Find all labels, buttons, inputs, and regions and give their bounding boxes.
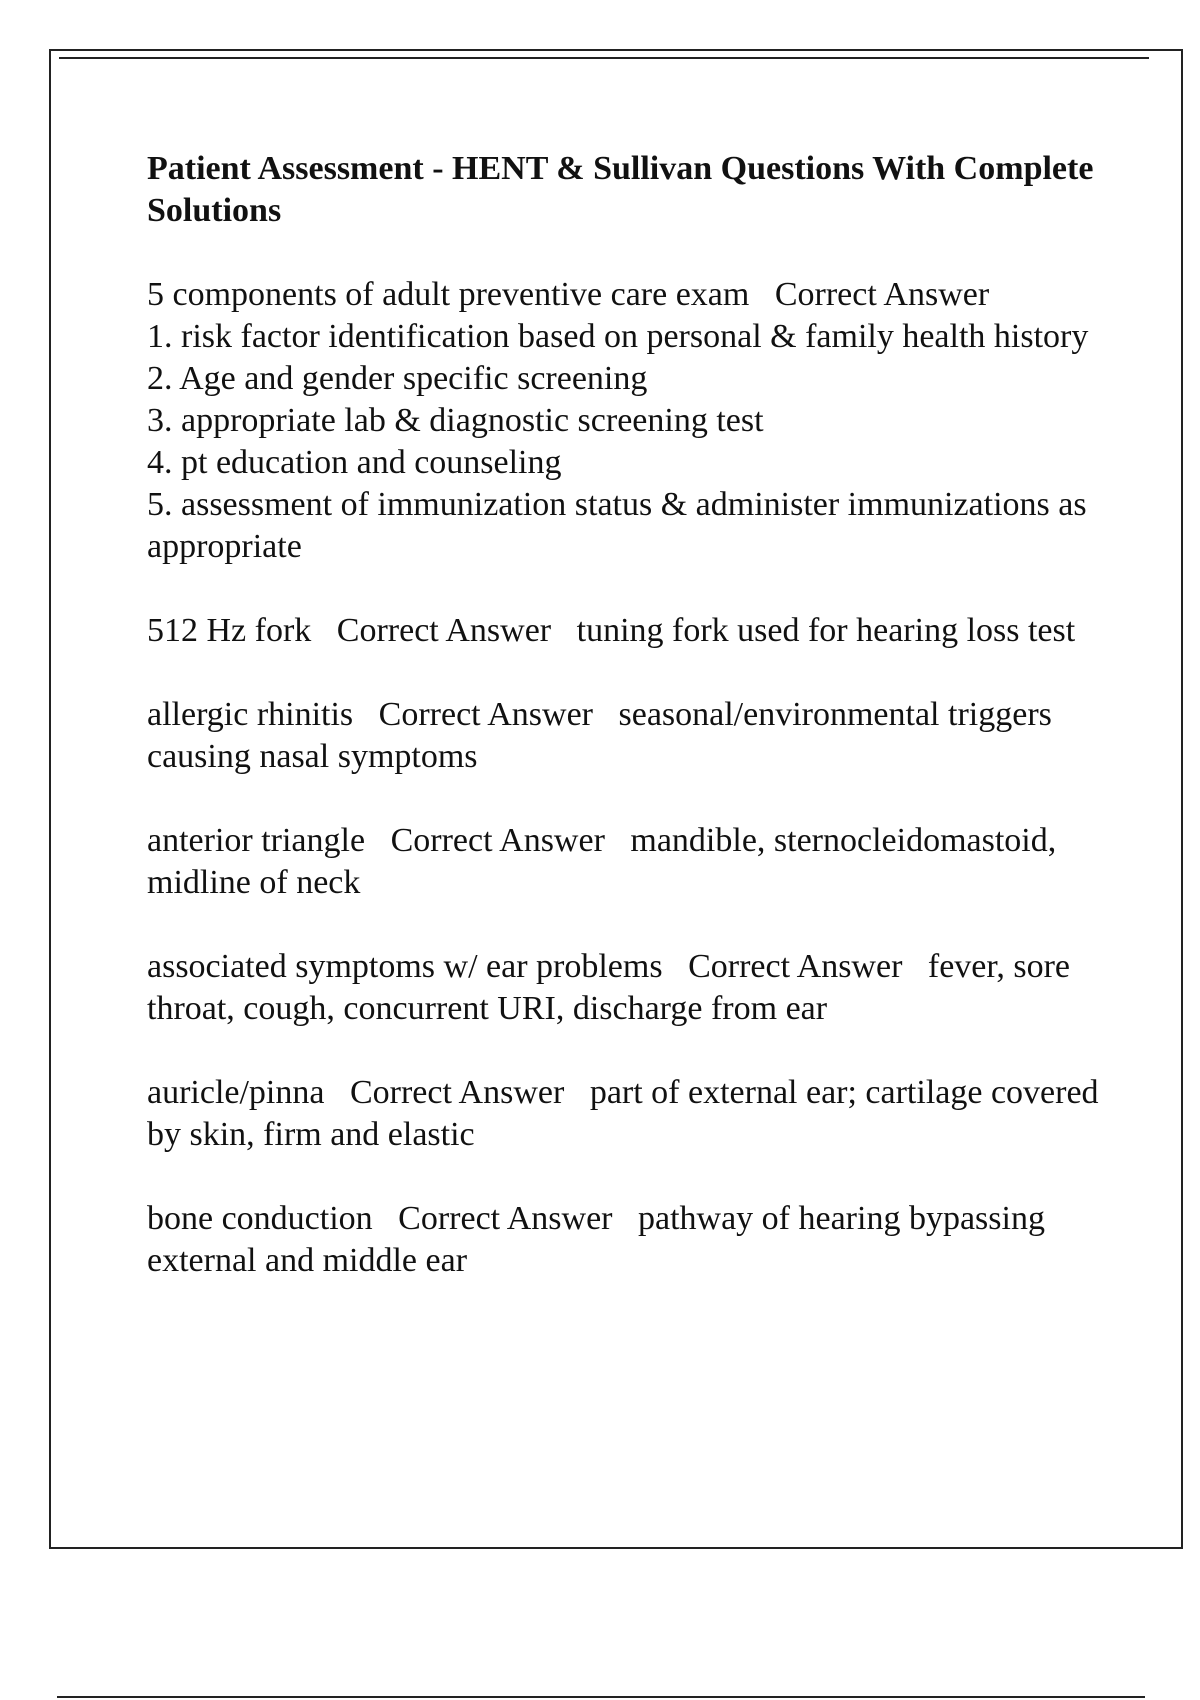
entry-answer: tuning fork used for hearing loss test <box>576 612 1076 649</box>
bottom-rule <box>57 1696 1145 1698</box>
document-title: Patient Assessment - HENT & Sullivan Questions With Complete Solutions <box>147 150 1094 229</box>
qa-entry-5 <box>147 946 1137 1030</box>
page-frame <box>49 49 1183 1549</box>
answer-label: Correct Answer <box>378 696 593 733</box>
entry-term: anterior triangle <box>147 822 366 859</box>
entry-answer: seasonal/environmental triggers causing nasal symptoms <box>147 696 1052 775</box>
answer-label: Correct Answer <box>349 1074 565 1111</box>
entry-answer: fever, sore throat, cough, concurrent URI, discharge from ear <box>147 948 1070 1027</box>
answer-line: 1. risk factor identification based on personal & family health history <box>147 318 1089 355</box>
qa-entry-2 <box>147 610 1137 652</box>
document-body <box>147 148 1137 1324</box>
answer-label: Correct Answer <box>336 612 552 649</box>
answer-label: Correct Answer <box>774 276 990 313</box>
entry-term: bone conduction <box>147 1200 373 1237</box>
answer-line: 5. assessment of immunization status & administer immunizations as appropriate <box>147 486 1087 565</box>
qa-entry-6 <box>147 1072 1137 1156</box>
answer-line: 2. Age and gender specific screening <box>147 360 648 397</box>
entry-term: associated symptoms w/ ear problems <box>147 948 663 985</box>
entry-answer: part of external ear; cartilage covered by skin, firm and elastic <box>147 1074 1099 1153</box>
answer-label: Correct Answer <box>688 948 903 985</box>
answer-label: Correct Answer <box>398 1200 613 1237</box>
answer-line: 3. appropriate lab & diagnostic screening test <box>147 402 764 439</box>
answer-list <box>147 316 1137 568</box>
qa-entry-3 <box>147 694 1137 778</box>
answer-line: 4. pt education and counseling <box>147 444 562 481</box>
entry-term: allergic rhinitis <box>147 696 354 733</box>
qa-entry-4 <box>147 820 1137 904</box>
top-rule <box>59 57 1149 59</box>
qa-entry-7 <box>147 1198 1137 1282</box>
entry-answer: pathway of hearing bypassing external and middle ear <box>147 1200 1045 1279</box>
entry-term: 512 Hz fork <box>147 612 312 649</box>
answer-label: Correct Answer <box>390 822 605 859</box>
entry-term: 5 components of adult preventive care exam <box>147 276 750 313</box>
entry-answer: mandible, sternocleidomastoid, midline of neck <box>147 822 1057 901</box>
qa-entry-1 <box>147 274 1137 568</box>
entry-term: auricle/pinna <box>147 1074 325 1111</box>
